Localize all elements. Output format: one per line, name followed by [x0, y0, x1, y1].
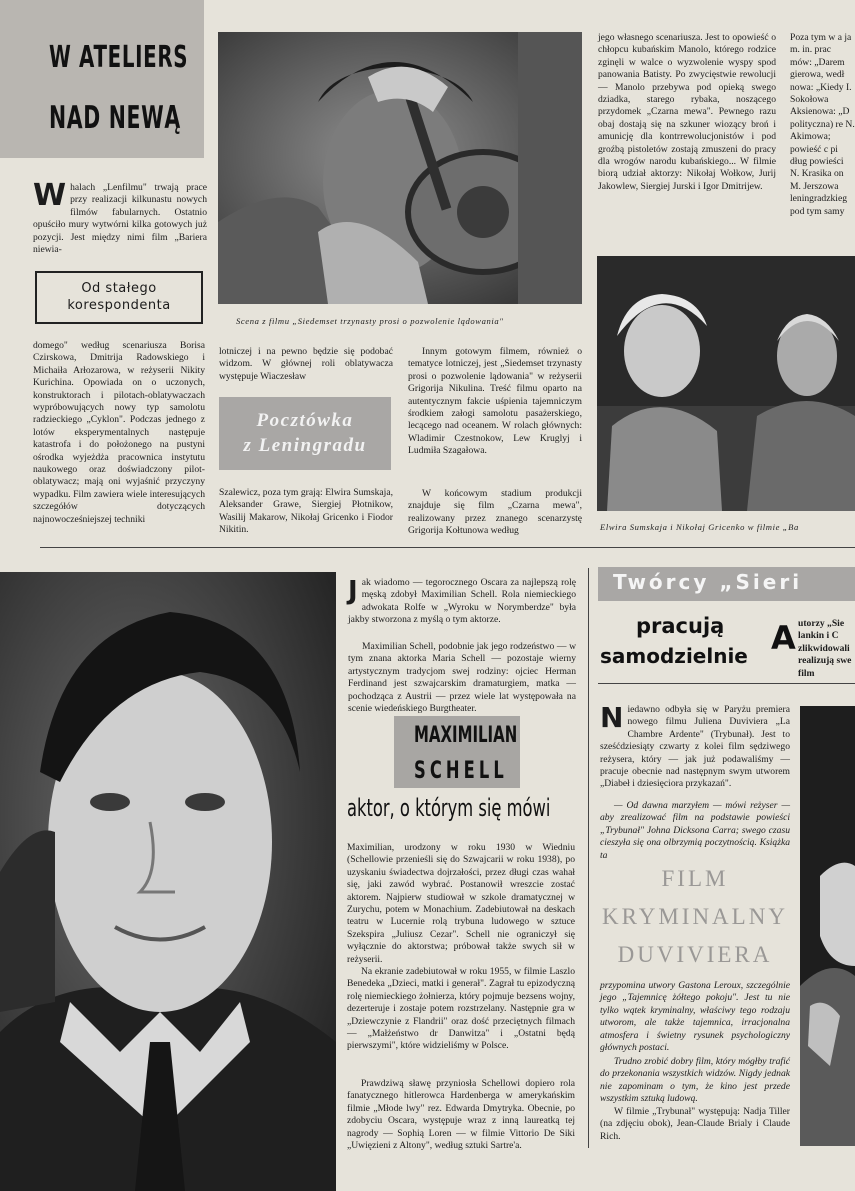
- column-2-text-top: lotniczej i na pewno będzie się podobać widzom. W głównej roli oblatywacza występuje Wiaczesław: [219, 346, 393, 382]
- column-5-text: Poza tym w a ja m. in. prac mów: „Darem gierowa, wedł nowa: „Kiedy I. Sokołowa Aksienowa: „D polityczna) re N. Akimowa; powieść c pi dług powieści N. Krasika on M. Jerszowa leningradzkieg pod tym samy: [790, 32, 855, 217]
- nadja-tiller-photo: [800, 706, 855, 1146]
- headline-line2: NAD NEWĄ: [49, 100, 181, 136]
- pracuja-heading-line2: samodzielnie: [600, 644, 748, 668]
- schell-intro-p2: Maximilian Schell, podobnie jak jego rodzeństwo — w tym znana aktorka Maria Schell — pozostaje wierny artystycznym tradycjom swej rodziny: ojciec Herman Ferdinand jest szwajcarskim dramaturgiem, matka — pochodząca z Austrii — przez wiele lat występowała na scenie wiedeńskiego Burgtheater.: [348, 641, 576, 715]
- postcard-line2: z Leningradu: [243, 435, 367, 456]
- headline-line1: W ATELIERS: [49, 40, 189, 75]
- column-2-text-bottom: Szalewicz, poza tym grają: Elwira Sumskaja, Aleksander Grawe, Siergiej Płotnikow, Wasilij Makarow, Nikołaj Gricenko i Fiodor Nikitin.: [219, 487, 393, 536]
- column-3-text-p2: W końcowym stadium produkcji znajduje się film „Czarna mewa", realizowany przez znanego scenarzystę Grigorija Kołtunowa według: [408, 488, 582, 537]
- schell-body-p1: Maximilian, urodzony w roku 1930 w Wiedniu (Schellowie przenieśli się do Szwajcarii w roku 1938), po uzyskaniu świadectwa dojrzałości, przez długi czas wahał się, jaki zawód wybrać. Postanowił wreszcie zostać aktorem. Najpierw studiował w szkole dramatycznej w Zurychu, potem w Monachium. Zadebiutował na deskach teatru w Lucernie rolą trybuna ludowego w sztuce Szekspira „Juliusz Cezar". Schell nie ograniczył się wyłącznie do aktorstwa; próbował także swych sił w reżyserii.: [347, 842, 575, 965]
- schell-name-line2: SCHELL: [414, 756, 508, 784]
- intro-text: Whalach „Lenfilmu" trwają prace przy realizacji kilkunastu nowych filmów fabularnych. Ostatnio opuściło mury wytwórni kilka gotowych już pozycji. Jest między nimi film „Bariera niewia-: [33, 178, 207, 256]
- duvivier-p4: Trudno zrobić dobry film, który mógłby trafić do przekonania wszystkich widzów. Nigdy jednak nie zapominam o tym, że kino jest przede wszystkim sztuką ludową.: [600, 1056, 790, 1105]
- actors-illustration: [597, 256, 855, 511]
- column-3-text-p1: Innym gotowym filmem, również o tematyce lotniczej, jest „Siedemset trzynasty prosi o pozwolenie lądowania" w reżyserii Grigorija Nikulina. Treść filmu oparto na autentycznym fakcie uśpienia tajemniczym środkiem załogi samolotu pasażerskiego, lecącego nad oceanem. W rolach głównych: Wladimir Czestnokow, Lew Kruglyj i Ludmiła Szagałowa.: [408, 346, 582, 457]
- side-text: utorzy „Sie lankin i C zlikwidowali realizują swe film: [798, 618, 852, 679]
- schell-subtitle: aktor, o którym się mówi: [347, 794, 551, 822]
- portrait-photo: [0, 572, 336, 1191]
- pracuja-heading-line1: pracują: [636, 614, 725, 638]
- film-still-photo: [218, 32, 582, 304]
- byline-line1: Od stałego: [81, 281, 157, 296]
- schell-name-line1: MAXIMILIAN: [414, 723, 518, 748]
- film-still-illustration: [218, 32, 582, 304]
- byline-line2: korespondenta: [67, 298, 171, 313]
- duvivier-p5: W filmie „Trybunał" występują: Nadja Tiller (na zdjęciu obok), Jean-Claude Brialy i Claude Rich.: [600, 1106, 790, 1142]
- nadja-tiller-illustration: [800, 706, 855, 1146]
- film-kryminalny-title: [600, 860, 790, 974]
- schell-drop-cap: J: [348, 576, 358, 606]
- duvivier-p3: przypomina utwory Gastona Leroux, szczególnie jego „Tajemnicę żółtego pokoju". Jest tu nie tylko wątek kryminalny, właściwy tego rodzaju utworom, ale także tajemnica, irracjonalna atmosfera i świetny rysunek psychologiczny głównych postaci.: [600, 980, 790, 1054]
- drop-cap: W: [33, 178, 67, 213]
- film-title-line3: DUVIVIERA: [617, 942, 773, 967]
- column-1-text: domego" według scenariusza Borisa Czirskowa, Dmitrija Radowskiego i Michaiła Arłozarowa, w reżyserii Nikity Kurichina. Opowiada on o uczonych, konstruktorach i pilotach-oblatywaczach wypróbowujących nowy typ samolotu radzieckiego „Cyklon". Podczas jednego z lotów eksperymentalnych następuje katastrofa i do położonego na pustyni ośrodka wyjeżdża pracownica instytutu naukowego oraz doświadczony pilot-oblatywacz; mają oni wyjaśnić przyczyny wypadku. Film zawiera wiele interesujących szczegółów dotyczących najnowocześniejszej techniki: [33, 340, 205, 525]
- duvivier-drop-cap: N: [600, 701, 624, 734]
- column-4-text: jego własnego scenariusza. Jest to opowieść o chłopcu kubańskim Manolo, którego rodzice zginęli w walce o wyzwolenie wyspy spod panowania Batisty. Po zwycięstwie rewolucji — Manolo przebywa pod opieką swego dziadka, starego rybaka, noszącego przydomek „Czarna mewa". Pewnego razu obaj dostają się na szkuner wiozący broń i amunicję dla kontrrewolucjonistów i pod groźbą pistoletów zostają zmuszeni do pracy dla wrogów narodu kubańskiego... W filmie biorą udział aktorzy: Nikołaj Wołkow, Jurij Jakowlew, Siergiej Jurski i Igor Dmitrijew.: [598, 32, 776, 192]
- side-drop-cap: A: [771, 619, 796, 657]
- byline-box: [35, 271, 203, 324]
- portrait-illustration: [0, 572, 336, 1191]
- actors-photo: [597, 256, 855, 511]
- duvivier-p2: — Od dawna marzyłem — mówi reżyser — aby zrealizować film na podstawie powieści „Trybunał" Johna Dicksona Carra; swego czasu cieszyła się ona olbrzymią poczytnością. Książka ta: [600, 800, 790, 861]
- postcard-box: [219, 397, 391, 470]
- postcard-line1: Pocztówka: [256, 410, 354, 431]
- schell-body-p3: Prawdziwą sławę przyniosła Schellowi dopiero rola fanatycznego hitlerowca Hardenberga w amerykańskim filmie „Młode lwy" rez. Edwarda Dmytryka. Obecnie, po zdobyciu Oscara, występuje wraz z inną laureatką tej nagrody — Sophią Loren — w filmie Vittorio De Siki „Uwięzieni z Altony", według sztuki Sartre'a.: [347, 1078, 575, 1152]
- film-still-caption: Scena z filmu „Siedemset trzynasty prosi o pozwolenie lądowania": [236, 316, 504, 326]
- film-title-line1: FILM: [661, 866, 729, 891]
- tworcy-banner-text: Twórcy „Sieri: [613, 570, 803, 594]
- schell-intro: Jak wiadomo — tegorocznego Oscara za najlepszą rolę męską zdobył Maximilian Schell. Rola niemieckiego adwokata Rolfe w „Wyroku w Norymberdze" była jakby stworzona z myślą o tym aktorze.: [348, 576, 576, 626]
- right-divider: [598, 683, 855, 684]
- schell-body-p2: Na ekranie zadebiutował w roku 1955, w filmie Laszlo Benedeka „Dzieci, matki i generał". Zagrał tu epizodyczną rolę niemieckiego żołnierza, który pojmuje bezsens wojny, dezerteruje i zostaje potem rozstrzelany. Następnie gra w „Dziewczynie z Flandrii" oraz dość przeciętnych filmach — „Małżeństwo dr Danwitza" i „Ostatni będą pierwszymi", które widzieliśmy w Polsce.: [347, 966, 575, 1052]
- duvivier-p1: Niedawno odbyła się w Paryżu premiera nowego filmu Juliena Duviviera „La Chambre Ardente" (Trybunał). Jest to sześćdziesiąty czwarty z kolei film sędziwego reżysera, który — jak już podawaliśmy — pracuje obecnie nad następnym swym utworem „Diabeł i dziesięciora przykazań".: [600, 701, 790, 790]
- actors-caption: Elwira Sumskaja i Nikołaj Gricenko w filmie „Ba: [600, 522, 799, 532]
- column-divider: [588, 568, 589, 1148]
- film-title-line2: KRYMINALNY: [602, 904, 788, 929]
- section-divider: [40, 547, 855, 548]
